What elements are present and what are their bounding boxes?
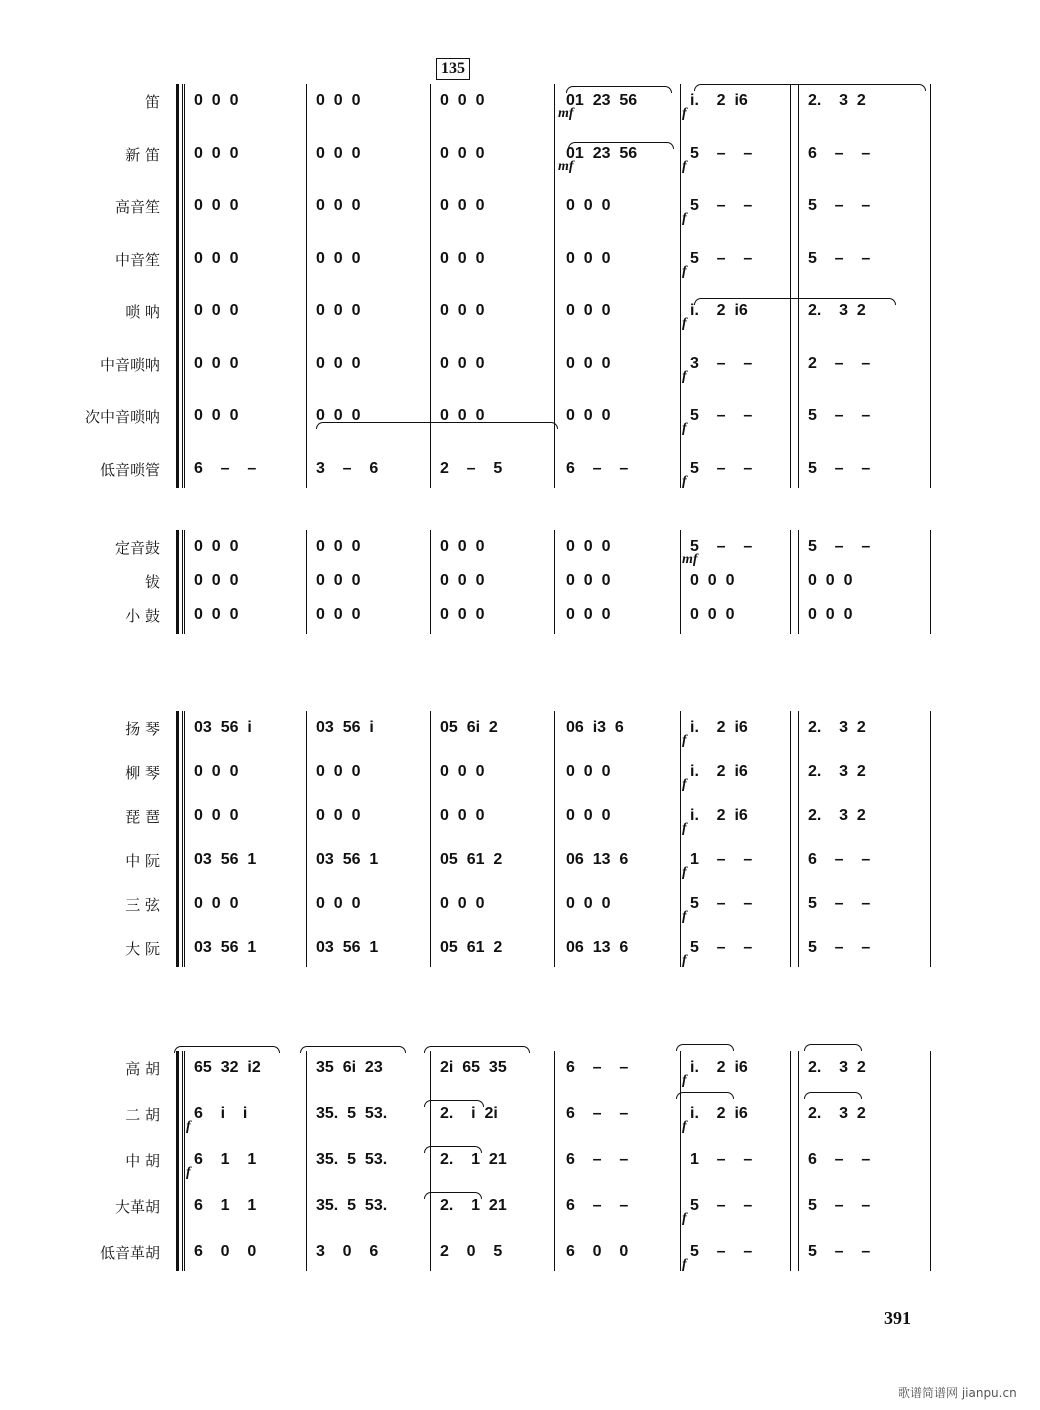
measure-notes: 5 – – [808,1243,871,1260]
barline [184,530,185,634]
dynamic-marking: f [682,1211,687,1226]
measure-notes: 05 61 2 [440,851,503,868]
measure-notes: 6 – – [566,459,629,477]
barline-double [790,711,791,967]
dynamic-marking: f [682,316,687,331]
group-bracket-inner-percussion [182,530,183,634]
slur-mark [174,1046,280,1053]
slur-mark [424,1046,530,1053]
measure-notes: i. 2 i6 [690,1105,748,1122]
barline [430,530,431,634]
measure-notes: 0 0 0 [566,572,611,589]
measure-notes: 0 0 0 [194,763,239,780]
barline [680,1051,681,1271]
barline-double [790,1051,791,1271]
dynamic-marking: f [682,777,687,792]
measure-notes: 6 1 1 [194,1197,257,1214]
instrument-label: 三 弦 [125,896,160,914]
measure-notes: 03 56 1 [194,939,257,956]
instrument-label: 高音笙 [114,198,160,216]
measure-notes: 0 0 0 [440,606,485,623]
measure-notes: 03 56 i [194,719,252,736]
measure-notes: 5 – – [808,197,871,214]
measure-notes: 0 0 0 [566,538,611,555]
measure-notes: 35. 5 53. [316,1151,388,1168]
barline [554,530,555,634]
dynamic-marking: f [682,473,687,489]
dynamic-marking: f [682,1257,687,1272]
measure-notes: 0 0 0 [440,92,485,109]
measure-notes: 0 0 0 [316,538,361,555]
measure-notes: 0 0 0 [440,807,485,824]
measure-notes: 5 – – [690,407,753,424]
measure-notes: 0 0 0 [194,197,239,214]
measure-notes: i. 2 i6 [690,1059,748,1076]
instrument-label: 扬 琴 [125,720,160,738]
measure-notes: 5 – – [690,895,753,912]
dynamic-marking: f [682,263,687,279]
measure-notes: 2. i 2i [440,1105,498,1122]
dynamic-marking: f [682,368,687,384]
barline [430,1051,431,1271]
slur-mark [676,1092,734,1099]
dynamic-marking: f [682,1119,687,1134]
measure-notes: 6 – – [566,1059,629,1076]
measure-notes: 2. 1 21 [440,1197,507,1214]
measure-notes: i. 2 i6 [690,719,748,736]
measure-notes: 0 0 0 [566,807,611,824]
measure-notes: i. 2 i6 [690,302,748,319]
measure-notes: i. 2 i6 [690,763,748,780]
instrument-label: 笛 [144,93,160,111]
instrument-label: 琵 琶 [125,808,160,826]
measure-notes: 0 0 0 [440,407,485,424]
dynamic-marking: mf [682,552,698,567]
measure-notes: 06 13 6 [566,851,629,868]
measure-notes: 2. 3 2 [808,719,866,736]
slur-mark [694,298,896,305]
measure-notes: 0 0 0 [194,144,239,162]
group-bracket-inner-winds [182,84,183,488]
instrument-label: 中音笙 [114,250,160,269]
barline [306,1051,307,1271]
instrument-label: 定音鼓 [114,539,160,557]
dynamic-marking: f [682,1073,687,1088]
instrument-label: 钹 [144,573,160,591]
group-bracket-plucked [176,711,179,967]
barline [306,711,307,967]
group-bracket-percussion [176,530,179,634]
barline [680,530,681,634]
barline [554,1051,555,1271]
barline-double [790,84,791,488]
watermark: 歌谱简谱网 jianpu.cn [898,1386,1017,1400]
measure-notes: 06 i3 6 [566,719,624,736]
barline [798,711,799,967]
measure-notes: 2. 1 21 [440,1151,507,1168]
measure-notes: 0 0 0 [440,354,485,372]
measure-notes: 0 0 0 [316,354,361,372]
group-bracket-inner-bowed [182,1051,183,1271]
instrument-label: 低音唢管 [99,460,160,479]
instrument-label: 中 阮 [125,852,160,870]
measure-notes: 0 0 0 [316,92,361,109]
measure-notes: 0 0 0 [440,763,485,780]
barline [306,530,307,634]
slur-mark [424,1192,482,1199]
measure-notes: 2 – 5 [440,459,503,477]
dynamic-marking: f [682,821,687,836]
barline [798,84,799,488]
measure-notes: 0 0 0 [194,92,239,109]
dynamic-marking: f [682,865,687,880]
measure-notes: 35 6i 23 [316,1059,383,1076]
measure-notes: 0 0 0 [316,807,361,824]
measure-notes: 5 – – [690,1243,753,1260]
slur-mark [424,1146,482,1153]
measure-notes: 65 32 i2 [194,1059,261,1076]
measure-notes: 0 0 0 [690,606,735,623]
measure-notes: 01 23 56 [566,92,638,109]
barline [430,711,431,967]
measure-notes: 5 – – [808,407,871,424]
measure-notes: 05 6i 2 [440,719,498,736]
measure-notes: i. 2 i6 [690,92,748,109]
measure-notes: 6 0 0 [194,1243,257,1260]
barline [798,530,799,634]
measure-notes: 0 0 0 [566,302,611,319]
barline [184,84,185,488]
dynamic-marking: f [682,733,687,748]
measure-notes: 0 0 0 [316,572,361,589]
slur-mark [676,1044,734,1051]
measure-notes: 0 0 0 [566,763,611,780]
slur-mark [566,86,672,93]
instrument-label: 中 胡 [125,1152,160,1170]
measure-notes: 0 0 0 [440,538,485,555]
barline [798,1051,799,1271]
measure-notes: 0 0 0 [316,407,361,424]
measure-notes: 2 0 5 [440,1243,503,1260]
measure-notes: 6 – – [566,1105,629,1122]
instrument-label: 唢 呐 [125,303,160,321]
measure-notes: 0 0 0 [440,895,485,912]
measure-notes: 0 0 0 [316,763,361,780]
measure-notes: 0 0 0 [566,606,611,623]
measure-notes: 5 – – [808,939,871,956]
measure-notes: 2. 3 2 [808,763,866,780]
measure-notes: 5 – – [808,459,871,477]
instrument-label: 次中音唢呐 [84,408,160,426]
dynamic-marking: f [186,1119,191,1134]
measure-notes: 5 – – [808,538,871,555]
group-bracket-winds [176,84,179,488]
measure-notes: 0 0 0 [194,407,239,424]
measure-notes: 5 – – [808,249,871,267]
measure-notes: 3 – 6 [316,459,379,477]
measure-notes: 0 0 0 [566,895,611,912]
measure-notes: 5 – – [808,1197,871,1214]
measure-notes: 0 0 0 [566,197,611,214]
measure-notes: 0 0 0 [440,249,485,267]
slur-mark [300,1046,406,1053]
measure-notes: 2. 3 2 [808,1059,866,1076]
measure-notes: 0 0 0 [316,606,361,623]
measure-notes: 6 – – [808,851,871,868]
measure-notes: 35. 5 53. [316,1105,388,1122]
group-bracket-bowed [176,1051,179,1271]
measure-notes: 01 23 56 [566,144,638,162]
measure-notes: 0 0 0 [194,249,239,267]
dynamic-marking: f [682,211,687,226]
barline [306,84,307,488]
instrument-label: 小 鼓 [125,607,160,625]
measure-notes: 0 0 0 [808,606,853,623]
group-bracket-inner-plucked [182,711,183,967]
measure-notes: 0 0 0 [194,606,239,623]
slur-mark [424,1100,484,1107]
instrument-label: 低音革胡 [99,1244,160,1262]
measure-notes: 1 – – [690,1151,753,1168]
barline [554,711,555,967]
measure-notes: 6 – – [808,1151,871,1168]
barline [184,711,185,967]
dynamic-marking: mf [558,106,574,121]
slur-mark [316,422,558,429]
measure-notes: 5 – – [690,538,753,555]
barline-double [790,530,791,634]
measure-notes: 03 56 1 [316,939,379,956]
measure-notes: 0 0 0 [194,895,239,912]
instrument-label: 二 胡 [125,1106,160,1124]
measure-notes: 2. 3 2 [808,302,866,319]
measure-notes: 0 0 0 [194,538,239,555]
measure-notes: 0 0 0 [440,572,485,589]
measure-notes: 0 0 0 [194,354,239,372]
measure-notes: 0 0 0 [690,572,735,589]
measure-notes: 2. 3 2 [808,92,866,109]
instrument-label: 柳 琴 [125,764,160,782]
measure-notes: 03 56 1 [316,851,379,868]
dynamic-marking: f [682,421,687,436]
measure-notes: 3 0 6 [316,1243,379,1260]
instrument-label: 新 笛 [125,145,160,164]
slur-mark [568,142,674,149]
measure-notes: 0 0 0 [316,144,361,162]
slur-mark [804,1044,862,1051]
measure-notes: i. 2 i6 [690,807,748,824]
dynamic-marking: f [186,1165,191,1180]
slur-mark [804,1092,862,1099]
measure-notes: 0 0 0 [316,895,361,912]
measure-notes: 6 1 1 [194,1151,257,1168]
measure-notes: 0 0 0 [316,302,361,319]
measure-notes: 0 0 0 [566,354,611,372]
measure-notes: 5 – – [690,1197,753,1214]
measure-notes: 6 – – [566,1151,629,1168]
barline [184,1051,185,1271]
measure-notes: 06 13 6 [566,939,629,956]
measure-notes: 5 – – [808,895,871,912]
page-number: 391 [884,1308,911,1328]
measure-notes: 3 – – [690,354,753,372]
measure-notes: 35. 5 53. [316,1197,388,1214]
instrument-label: 中音唢呐 [99,355,160,374]
measure-notes: 0 0 0 [566,249,611,267]
measure-notes: 5 – – [690,144,753,162]
measure-notes: 0 0 0 [566,407,611,424]
measure-notes: 0 0 0 [440,197,485,214]
measure-notes: 03 56 1 [194,851,257,868]
measure-notes: 2 – – [808,354,871,372]
measure-notes: 0 0 0 [194,572,239,589]
barline [930,84,931,488]
barline [930,1051,931,1271]
measure-notes: 2i 65 35 [440,1059,507,1076]
measure-notes: 2. 3 2 [808,1105,866,1122]
barline [930,530,931,634]
barline [930,711,931,967]
measure-notes: 0 0 0 [808,572,853,589]
measure-notes: 6 0 0 [566,1243,629,1260]
dynamic-marking: f [682,909,687,924]
dynamic-marking: mf [558,158,574,174]
barline [680,84,681,488]
instrument-label: 大 阮 [125,940,160,958]
measure-notes: 0 0 0 [194,807,239,824]
measure-notes: 0 0 0 [316,197,361,214]
measure-notes: 0 0 0 [194,302,239,319]
measure-notes: 5 – – [690,939,753,956]
measure-notes: 1 – – [690,851,753,868]
measure-notes: 0 0 0 [316,249,361,267]
measure-notes: 5 – – [690,197,753,214]
dynamic-marking: f [682,158,687,174]
dynamic-marking: f [682,953,687,968]
measure-notes: 5 – – [690,459,753,477]
dynamic-marking: f [682,106,687,121]
rehearsal-mark: 135 [436,58,470,80]
measure-notes: 03 56 i [316,719,374,736]
measure-notes: 6 – – [194,459,257,477]
measure-notes: 0 0 0 [440,144,485,162]
measure-notes: 6 – – [808,144,871,162]
barline [680,711,681,967]
measure-notes: 5 – – [690,249,753,267]
instrument-label: 高 胡 [125,1060,160,1078]
measure-notes: 2. 3 2 [808,807,866,824]
slur-mark [694,84,926,91]
measure-notes: 05 61 2 [440,939,503,956]
measure-notes: 6 i i [194,1105,248,1122]
instrument-label: 大革胡 [114,1198,160,1216]
measure-notes: 0 0 0 [440,302,485,319]
measure-notes: 6 – – [566,1197,629,1214]
